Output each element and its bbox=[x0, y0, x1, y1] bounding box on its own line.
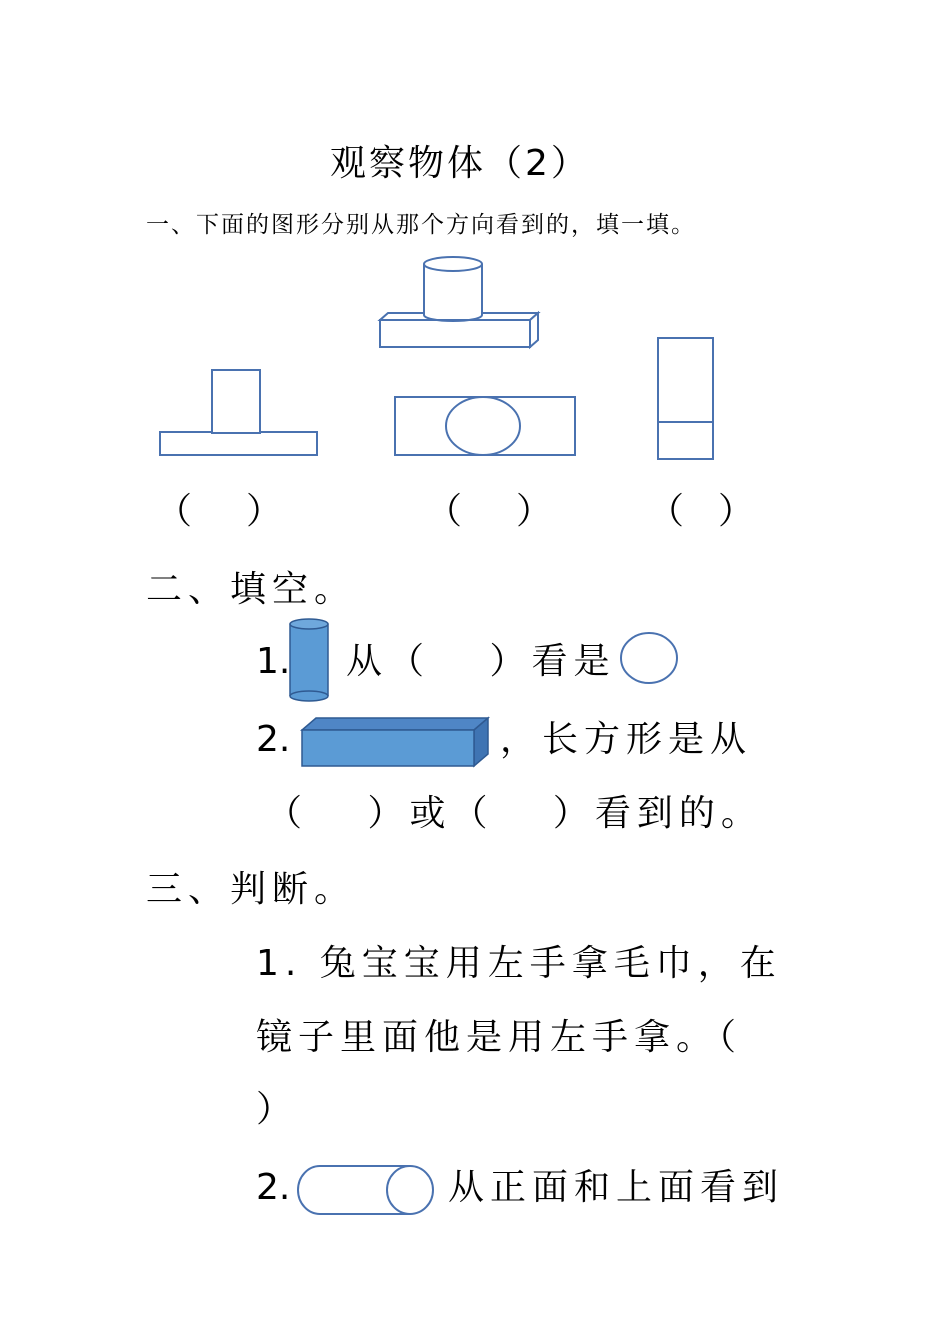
answer-blank-1-close: ） bbox=[246, 491, 283, 532]
judge-q2-text: 从正面和上面看到 bbox=[448, 1167, 785, 1208]
circle-figure bbox=[620, 632, 680, 686]
answer-blank-3-open: （ bbox=[648, 491, 685, 532]
page-title: 观察物体（2） bbox=[330, 143, 590, 184]
blue-cuboid-figure bbox=[302, 716, 492, 770]
fill-q2-line2: （ ）或（ ）看到的。 bbox=[266, 793, 763, 834]
section-1-heading: 一、下面的图形分别从那个方向看到的，填一填。 bbox=[146, 212, 696, 238]
judge-q1-line2: 镜子里面他是用左手拿。（ bbox=[256, 1017, 743, 1058]
blue-cylinder-figure bbox=[288, 618, 332, 702]
answer-blank-2-close: ） bbox=[516, 491, 553, 532]
judge-q1-line3: ） bbox=[256, 1089, 299, 1130]
judge-q2-number: 2. bbox=[256, 1167, 291, 1208]
side-view-figure bbox=[656, 336, 716, 462]
front-view-figure bbox=[160, 368, 320, 458]
horizontal-cylinder-figure bbox=[298, 1164, 438, 1218]
answer-blank-1-open: （ bbox=[156, 491, 193, 532]
fill-q2-text: ，长方形是从 bbox=[500, 719, 753, 760]
answer-blank-3-close: ） bbox=[718, 491, 755, 532]
cylinder-on-slab-figure bbox=[370, 250, 550, 360]
judge-q1-line1: 1. 兔宝宝用左手拿毛巾，在 bbox=[256, 943, 782, 984]
fill-q2-number: 2. bbox=[256, 719, 291, 760]
section-2-heading: 二、填空。 bbox=[146, 569, 357, 610]
section-3-heading: 三、判断。 bbox=[146, 869, 357, 910]
fill-q1-number: 1. bbox=[256, 641, 291, 682]
fill-q1-text: 从（ ）看是 bbox=[346, 641, 616, 682]
top-view-figure bbox=[394, 396, 578, 458]
answer-blank-2-open: （ bbox=[426, 491, 463, 532]
